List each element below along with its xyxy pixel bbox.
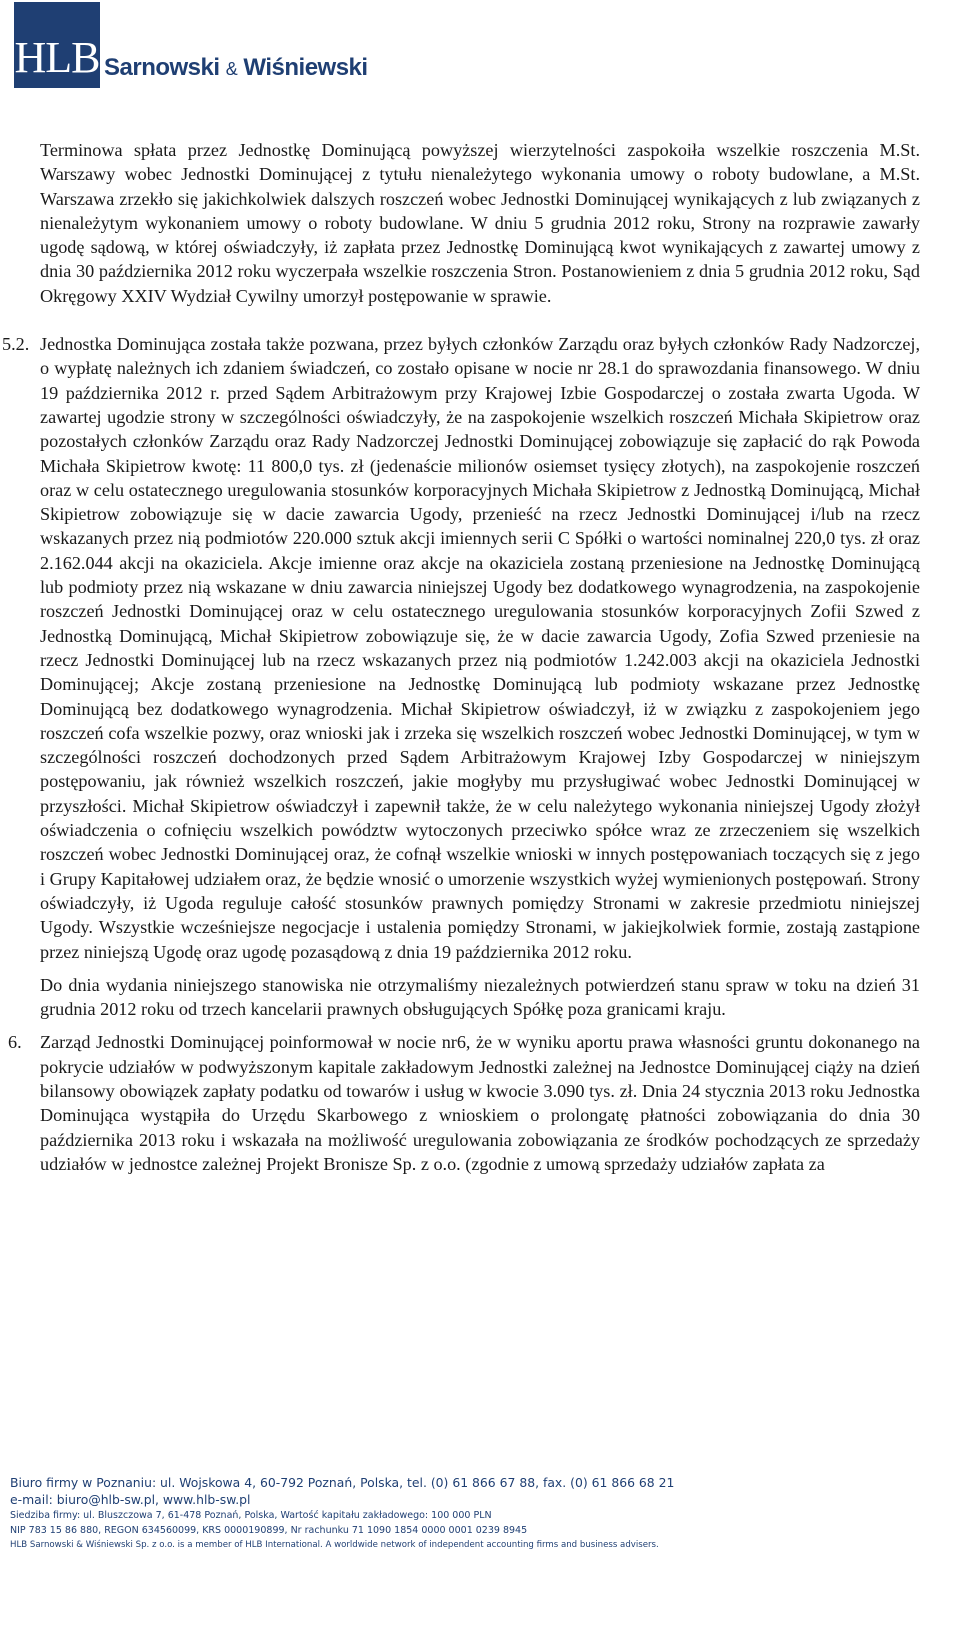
- section-5-2: [2, 332, 920, 964]
- company-logo: [14, 2, 368, 88]
- logo-mark: HLB: [14, 33, 100, 82]
- footer-registered-office: Siedziba firmy: ul. Bluszczowa 7, 61-478 Poznań, Polska, Wartość kapitału zakładowego: 100 000 PLN: [10, 1510, 492, 1521]
- page-footer: [10, 1474, 940, 1552]
- paragraph-spacer: [40, 1021, 920, 1030]
- section-6: [8, 1030, 920, 1176]
- section-number: 6.: [8, 1032, 22, 1053]
- footer-registration-numbers: NIP 783 15 86 880, REGON 634560099, KRS 0000190899, Nr rachunku 71 1090 1854 0000 0001 0239 8945: [10, 1525, 528, 1536]
- paragraph-spacer: [40, 308, 920, 332]
- footer-contact: e-mail: biuro@hlb-sw.pl, www.hlb-sw.pl: [10, 1492, 251, 1507]
- document-body: [2, 138, 920, 1176]
- section-5-2-text: Jednostka Dominująca została także pozwana, przez byłych członków Zarządu oraz byłych członków Rady Nadzorczej, o wypłatę należnych ich zdaniem świadczeń, co zostało opisane w nocie nr 28.1 do sprawozdania finansowego. W dniu 19 października 2012 r. przed Sądem Arbitrażowym przy Krajowej Izbie Gospodarczej o została zwarta Ugoda. W zawartej ugodzie strony w szczególności oświadczyły, że na zaspokojenie wszelkich roszczeń Michała Skipietrow oraz pozostałych członków Zarządu oraz Rady Nadzorczej Jednostki Dominującej zobowiązuje się zapłacić do rąk Powoda Michała Skipietrow kwotę: 11 800,0 tys. zł (jedenaście milionów osiemset tysięcy złotych), na zaspokojenie roszczeń oraz w celu ostatecznego uregulowania stosunków korporacyjnych Michała Skipietrow z Jednostką Dominującą, Michał Skipietrow zobowiązuje się w dacie zawarcia Ugody, przenieść na rzecz Jednostki Dominującej i/lub na rzecz wskazanych przez nią podmiotów 220.000 sztuk akcji imiennych serii C Spółki o wartości nominalnej 220,0 tys. zł oraz 2.162.044 akcji na okaziciela. Akcje imienne oraz akcje na okaziciela zostaną przeniesione na Jednostkę Dominującą lub podmioty przez nią wskazane w dniu zawarcia niniejszej Ugody bez dodatkowego wynagrodzenia, na zaspokojenie roszczeń Jednostki Dominującej oraz w celu ostatecznego uregulowania stosunków korporacyjnych Zofii Szwed z Jednostką Dominującą, Michał Skipietrow zobowiązuje się, że w dacie zawarcia Ugody, Zofia Szwed przeniesie na rzecz Jednostki Dominującej lub na rzecz wskazanych przez nią podmiotów 1.242.003 akcji na okaziciela Jednostki Dominującej; Akcje zostaną przeniesione na Jednostkę Dominującą lub podmioty wskazane przez Jednostkę Dominującą bez dodatkowego wynagrodzenia. Michał Skipietrow oświadczył, iż w związku z zaspokojeniem jego roszczeń cofa wszelkie pozwy, oraz wnioski jak i zrzeka się wszelkich roszczeń wobec Jednostki Dominującej, w tym w szczególności roszczeń dochodzonych przed Sądem Arbitrażowym Krajowej Izby Gospodarczej w niniejszym postępowaniu, jak również wszelkich roszczeń, jakie mogłyby mu przysługiwać wobec Jednostki Dominującej w przyszłości. Michał Skipietrow oświadczył i zapewnił także, że w celu należytego wykonania niniejszej Ugody złożył oświadczenia o cofnięciu wszelkich powództw wytoczonych przeciwko spółce wraz ze zrzeczeniem się wszelkich roszczeń wobec Jednostki Dominującej oraz, że cofnął wszelkie wnioski w innych postępowaniach toczących się z jego i Grupy Kapitałowej udziałem oraz, że będzie wnosić o umorzenie wszystkich wyżej wymienionych postępowań. Strony oświadczyły, iż Ugoda reguluje całość stosunków prawnych pomiędzy Stronami w zakresie przedmiotu niniejszej Ugody. Wszystkie wcześniejsze negocjacje i ustalenia pomiędzy Stronami, w jakiejkolwiek formie, zostają zastąpione przez niniejszą Ugodę oraz ugodę pozasądową z dnia 19 października 2012 roku.: [40, 334, 920, 962]
- section-6-text: Zarząd Jednostki Dominującej poinformował w nocie nr6, że w wyniku aportu prawa własności gruntu dokonanego na pokrycie udziałów w podwyższonym kapitale zakładowym Jednostki zależnej na Jednostce Dominującej ciąży na dzień bilansowy obowiązek zapłaty podatku od towarów i usług w kwocie 3.090 tys. zł. Dnia 24 stycznia 2013 roku Jednostka Dominująca wystąpiła do Urzędu Skarbowego z wnioskiem o prolongatę płatności zobowiązania do dnia 30 października 2013 roku i wskazała na możliwość uregulowania zobowiązania ze środków pochodzących ze sprzedaży udziałów w jednostce zależnej Projekt Bronisze Sp. z o.o. (zgodnie z umową sprzedaży udziałów zapłata za: [40, 1032, 920, 1174]
- logo-name-part2: Wiśniewski: [237, 54, 368, 81]
- paragraph-spacer: [40, 964, 920, 973]
- logo-ampersand: &: [225, 59, 238, 79]
- logo-company-name: [104, 54, 368, 82]
- footer-network-note: HLB Sarnowski & Wiśniewski Sp. z o.o. is a member of HLB International. A worldwide network of independent accounting firms and business advisers.: [10, 1540, 659, 1550]
- logo-box: [14, 2, 100, 88]
- logo-name-part1: Sarnowski: [104, 54, 226, 81]
- paragraph-confirmations: Do dnia wydania niniejszego stanowiska nie otrzymaliśmy niezależnych potwierdzeń stanu spraw w toku na dzień 31 grudnia 2012 roku od trzech kancelarii prawnych obsługujących Spółkę poza granicami kraju.: [40, 974, 920, 1020]
- footer-office-address: Biuro firmy w Poznaniu: ul. Wojskowa 4, 60-792 Poznań, Polska, tel. (0) 61 866 67 88, fax. (0) 61 866 68 21: [10, 1475, 675, 1490]
- paragraph-intro: Terminowa spłata przez Jednostkę Dominującą powyższej wierzytelności zaspokoiła wszelkie roszczenia M.St. Warszawy wobec Jednostki Dominującej z tytułu nienależytego wykonania umowy o roboty budowlane, a M.St. Warszawa zrzekło się jakichkolwiek dalszych roszczeń wobec Jednostki Dominującej wynikających z lub związanych z nienależytym wykonaniem umowy o roboty budowlane. W dniu 5 grudnia 2012 roku, Strony na rozprawie zawarły ugodę sądową, w której oświadczyły, iż zapłata przez Jednostkę Dominującą kwot wynikających z zawartej umowy z dnia 30 października 2012 roku wyczerpała wszelkie roszczenia Stron. Postanowieniem z dnia 5 grudnia 2012 roku, Sąd Okręgowy XXIV Wydział Cywilny umorzył postępowanie w sprawie.: [40, 140, 920, 306]
- section-number: 5.2.: [2, 334, 30, 355]
